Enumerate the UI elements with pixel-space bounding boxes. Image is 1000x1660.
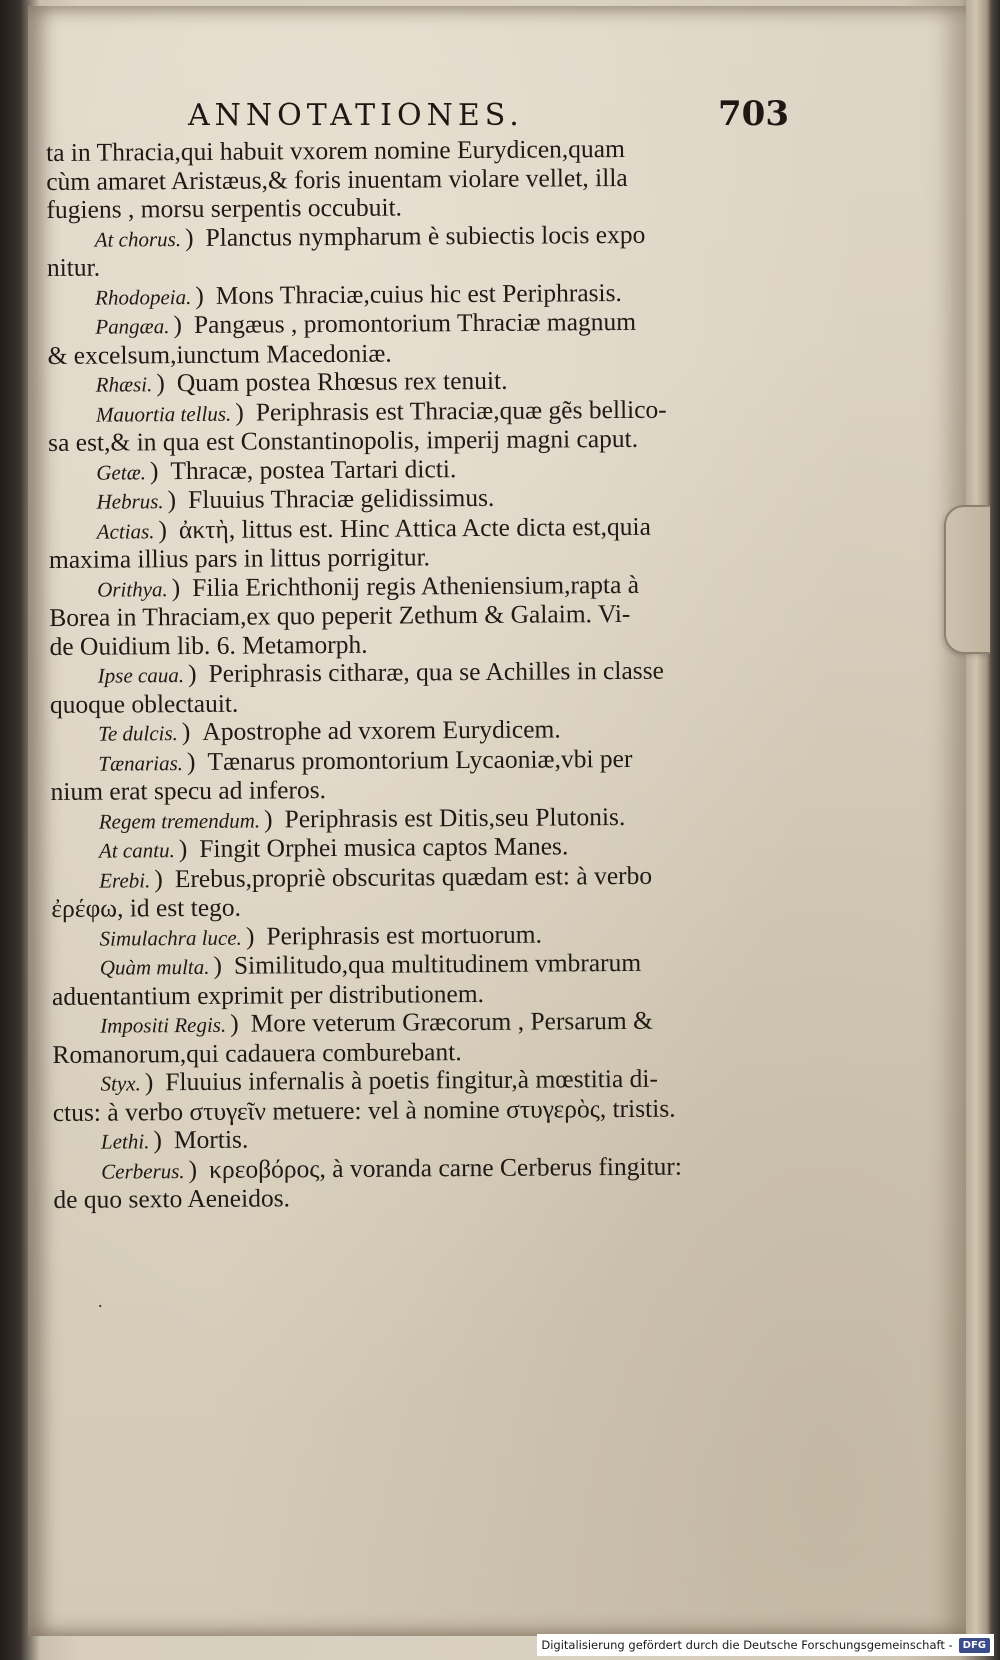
gloss-text: nium erat specu ad inferos. <box>50 775 327 806</box>
annotation-entry <box>46 134 807 225</box>
gloss-text: Mortis. <box>173 1124 249 1155</box>
gloss-text: de quo sexto Aeneidos. <box>53 1183 291 1214</box>
lemma-close-paren: ) <box>173 310 182 340</box>
gloss-text: ἐρέφω, id est tego. <box>51 892 242 923</box>
lemma-close-paren: ) <box>263 803 273 833</box>
annotation-entry <box>49 511 809 574</box>
lemma-close-paren: ) <box>153 1125 163 1155</box>
lemma-close-paren: ) <box>178 834 188 864</box>
annotation-entry <box>47 219 807 282</box>
lemma: Impositi Regis. <box>100 1012 227 1038</box>
gloss-text: nitur. <box>46 252 101 282</box>
bookmark-tab <box>944 505 990 654</box>
gloss-text: Quam postea Rhœsus rex tenuit. <box>176 365 508 398</box>
page-edge <box>966 0 992 1640</box>
lemma: Erebi. <box>99 867 151 893</box>
gloss-text: maxima illius pars in littus porrigitur. <box>48 542 431 574</box>
lemma: Te dulcis. <box>98 721 178 746</box>
lemma-close-paren: ) <box>230 1008 239 1038</box>
lemma-close-paren: ) <box>184 222 194 252</box>
annotation-entry <box>52 1064 812 1127</box>
gloss-text: sa est,& in qua est Constantinopolis, imperij magni caput. <box>48 423 639 457</box>
lemma: Getæ. <box>96 459 146 485</box>
annotation-entry <box>52 948 812 1011</box>
digitization-credit <box>537 1634 994 1656</box>
lemma-close-paren: ) <box>144 1067 154 1097</box>
gloss-text: Filia Erichthonij regis Atheniensium,rapta à <box>192 569 640 602</box>
gloss-text: Fluuius Thraciæ gelidissimus. <box>188 482 495 515</box>
lemma-close-paren: ) <box>187 658 197 689</box>
gloss-text: de Ouidium lib. 6. Metamorph. <box>49 629 368 661</box>
gloss-text: & excelsum,iunctum Macedoniæ. <box>47 338 392 370</box>
lemma-close-paren: ) <box>156 368 165 398</box>
lemma-close-paren: ) <box>149 455 159 485</box>
lemma: Rhæsi. <box>95 372 153 397</box>
lemma: Actias. <box>96 518 155 544</box>
lemma: Regem tremendum. <box>98 808 261 834</box>
catchmark: . <box>98 1291 103 1311</box>
gloss-text: fugiens , morsu serpentis occubuit. <box>46 192 403 224</box>
gloss-text: Periphrasis est Thraciæ,quæ gẽs bellico- <box>255 394 667 427</box>
gloss-text: Erebus,propriè obscuritas quædam est: à verbo <box>174 860 653 893</box>
page-number: 703 <box>718 94 789 134</box>
gloss-text: More veterum Græcorum , Persarum & <box>250 1005 654 1038</box>
annotation-entry <box>48 394 808 457</box>
gloss-text: Borea in Thraciam,ex quo peperit Zethum & Galaim. Vi- <box>49 598 631 632</box>
gloss-text: Apostrophe ad vxorem Eurydicem. <box>202 714 561 746</box>
lemma-close-paren: ) <box>167 485 177 515</box>
lemma: Simulachra luce. <box>99 925 242 951</box>
lemma-close-paren: ) <box>213 950 223 980</box>
lemma: Lethi. <box>100 1129 150 1154</box>
gloss-text: Tænarus promontorium Lycaoniæ,vbi per <box>207 743 633 776</box>
gloss-text: ta in Thracia,qui habuit vxorem nomine Eurydicen,quam <box>45 133 625 167</box>
lemma: Rhodopeia. <box>95 284 192 310</box>
gloss-text: cùm amaret Aristæus,& foris inuentam violare vellet, illa <box>46 162 628 196</box>
lemma: Cerberus. <box>101 1158 185 1184</box>
dfg-logo-icon: DFG <box>959 1638 990 1653</box>
annotation-entry <box>47 307 807 370</box>
annotation-entry <box>50 743 810 806</box>
annotation-entry <box>52 1006 812 1069</box>
gloss-text: Pangæus , promontorium Thraciæ magnum <box>193 306 637 339</box>
gloss-text: Periphrasis est mortuorum. <box>266 919 542 950</box>
lemma: At cantu. <box>98 838 175 863</box>
lemma-close-paren: ) <box>171 572 181 602</box>
lemma: Orithya. <box>97 576 168 602</box>
gloss-text: Periphrasis citharæ, qua se Achilles in classe <box>208 655 664 688</box>
gloss-text: Fingit Orphei musica captos Manes. <box>199 831 569 863</box>
gloss-text: ctus: à verbo στυγεῖν metuere: vel à nomine στυγερὸς, tristis. <box>52 1093 676 1127</box>
gloss-text: quoque oblectauit. <box>49 688 239 719</box>
lemma-close-paren: ) <box>154 863 163 893</box>
book-page <box>28 6 968 1636</box>
credit-text: Digitalisierung gefördert durch die Deutsche Forschungsgemeinschaft - <box>541 1638 953 1652</box>
lemma: Quàm multa. <box>99 954 210 980</box>
gloss-text: Fluuius infernalis à poetis fingitur,à mœstitia di- <box>165 1063 659 1097</box>
annotation-entry <box>49 569 810 661</box>
gloss-text: Periphrasis est Ditis,seu Plutonis. <box>284 801 626 833</box>
running-head: ANNOTATIONES. <box>188 98 524 133</box>
lemma-close-paren: ) <box>181 717 191 747</box>
lemma-close-paren: ) <box>186 746 196 776</box>
gloss-text: aduentantium exprimit per distributionem. <box>51 978 485 1011</box>
lemma: Styx. <box>100 1071 141 1096</box>
lemma: Hebrus. <box>96 489 164 514</box>
lemma-close-paren: ) <box>245 921 255 951</box>
lemma-close-paren: ) <box>235 397 244 427</box>
lemma: Pangæa. <box>95 314 170 339</box>
lemma: Tænarias. <box>98 750 184 776</box>
gloss-text: Romanorum,qui cadauera comburebant. <box>52 1036 462 1069</box>
annotation-entry <box>53 1151 813 1214</box>
annotation-entry <box>51 860 811 923</box>
gloss-text: Similitudo,qua multitudinem vmbrarum <box>233 947 642 980</box>
lemma-close-paren: ) <box>195 280 204 310</box>
annotation-list <box>46 134 813 1215</box>
lemma: At chorus. <box>94 226 182 252</box>
gloss-text: Mons Thraciæ,cuius hic est Periphrasis. <box>215 277 622 310</box>
lemma: Mauortia tellus. <box>95 401 232 427</box>
gloss-text: ἀκτὴ, littus est. Hinc Attica Acte dicta est,quia <box>178 511 651 544</box>
gloss-text: Planctus nympharum è subiectis locis expo <box>205 219 646 252</box>
gloss-text: κρεοβόρος, à voranda carne Cerberus fingitur: <box>209 1151 683 1184</box>
lemma-close-paren: ) <box>188 1154 198 1184</box>
gloss-text: Thracæ, postea Tartari dicti. <box>170 453 457 485</box>
lemma-close-paren: ) <box>158 514 168 544</box>
text-line <box>53 1181 813 1215</box>
lemma: Ipse caua. <box>97 663 185 688</box>
annotation-entry <box>50 656 810 719</box>
